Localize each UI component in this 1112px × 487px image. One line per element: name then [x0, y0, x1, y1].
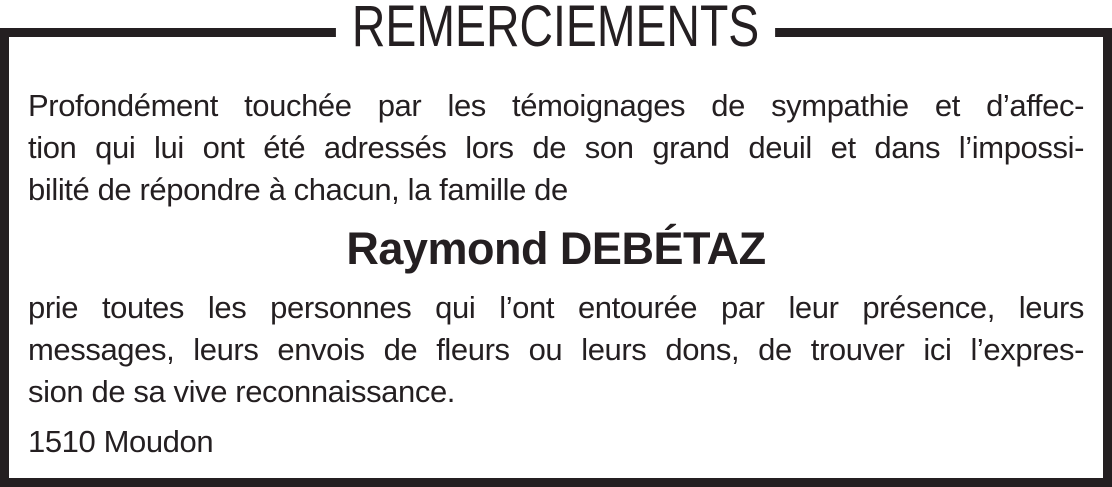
deceased-name: Raymond DEBÉTAZ — [346, 223, 766, 274]
notice-title-row — [0, 0, 1112, 59]
intro-paragraph-line: tion qui lui ont été adressés lors de son grand deuil et dans l’impossi- — [28, 130, 1084, 165]
thanks-paragraph — [28, 287, 1084, 413]
thanks-paragraph-line: prie toutes les personnes qui l’ont entourée par leur présence, leurs — [28, 290, 1084, 325]
thanks-paragraph-line: messages, leurs envois de fleurs ou leurs dons, de trouver ici l’expres- — [28, 332, 1084, 367]
notice-title: REMERCIEMENTS — [336, 0, 775, 54]
intro-paragraph-line: Profondément touchée par les témoignages de sympathie et d’affec- — [28, 88, 1084, 123]
intro-paragraph — [28, 85, 1084, 211]
intro-paragraph-line: bilité de répondre à chacun, la famille de — [28, 172, 568, 207]
notice-content — [28, 85, 1084, 463]
thanks-paragraph-line: sion de sa vive reconnaissance. — [28, 374, 456, 409]
location-line: 1510 Moudon — [28, 424, 214, 459]
